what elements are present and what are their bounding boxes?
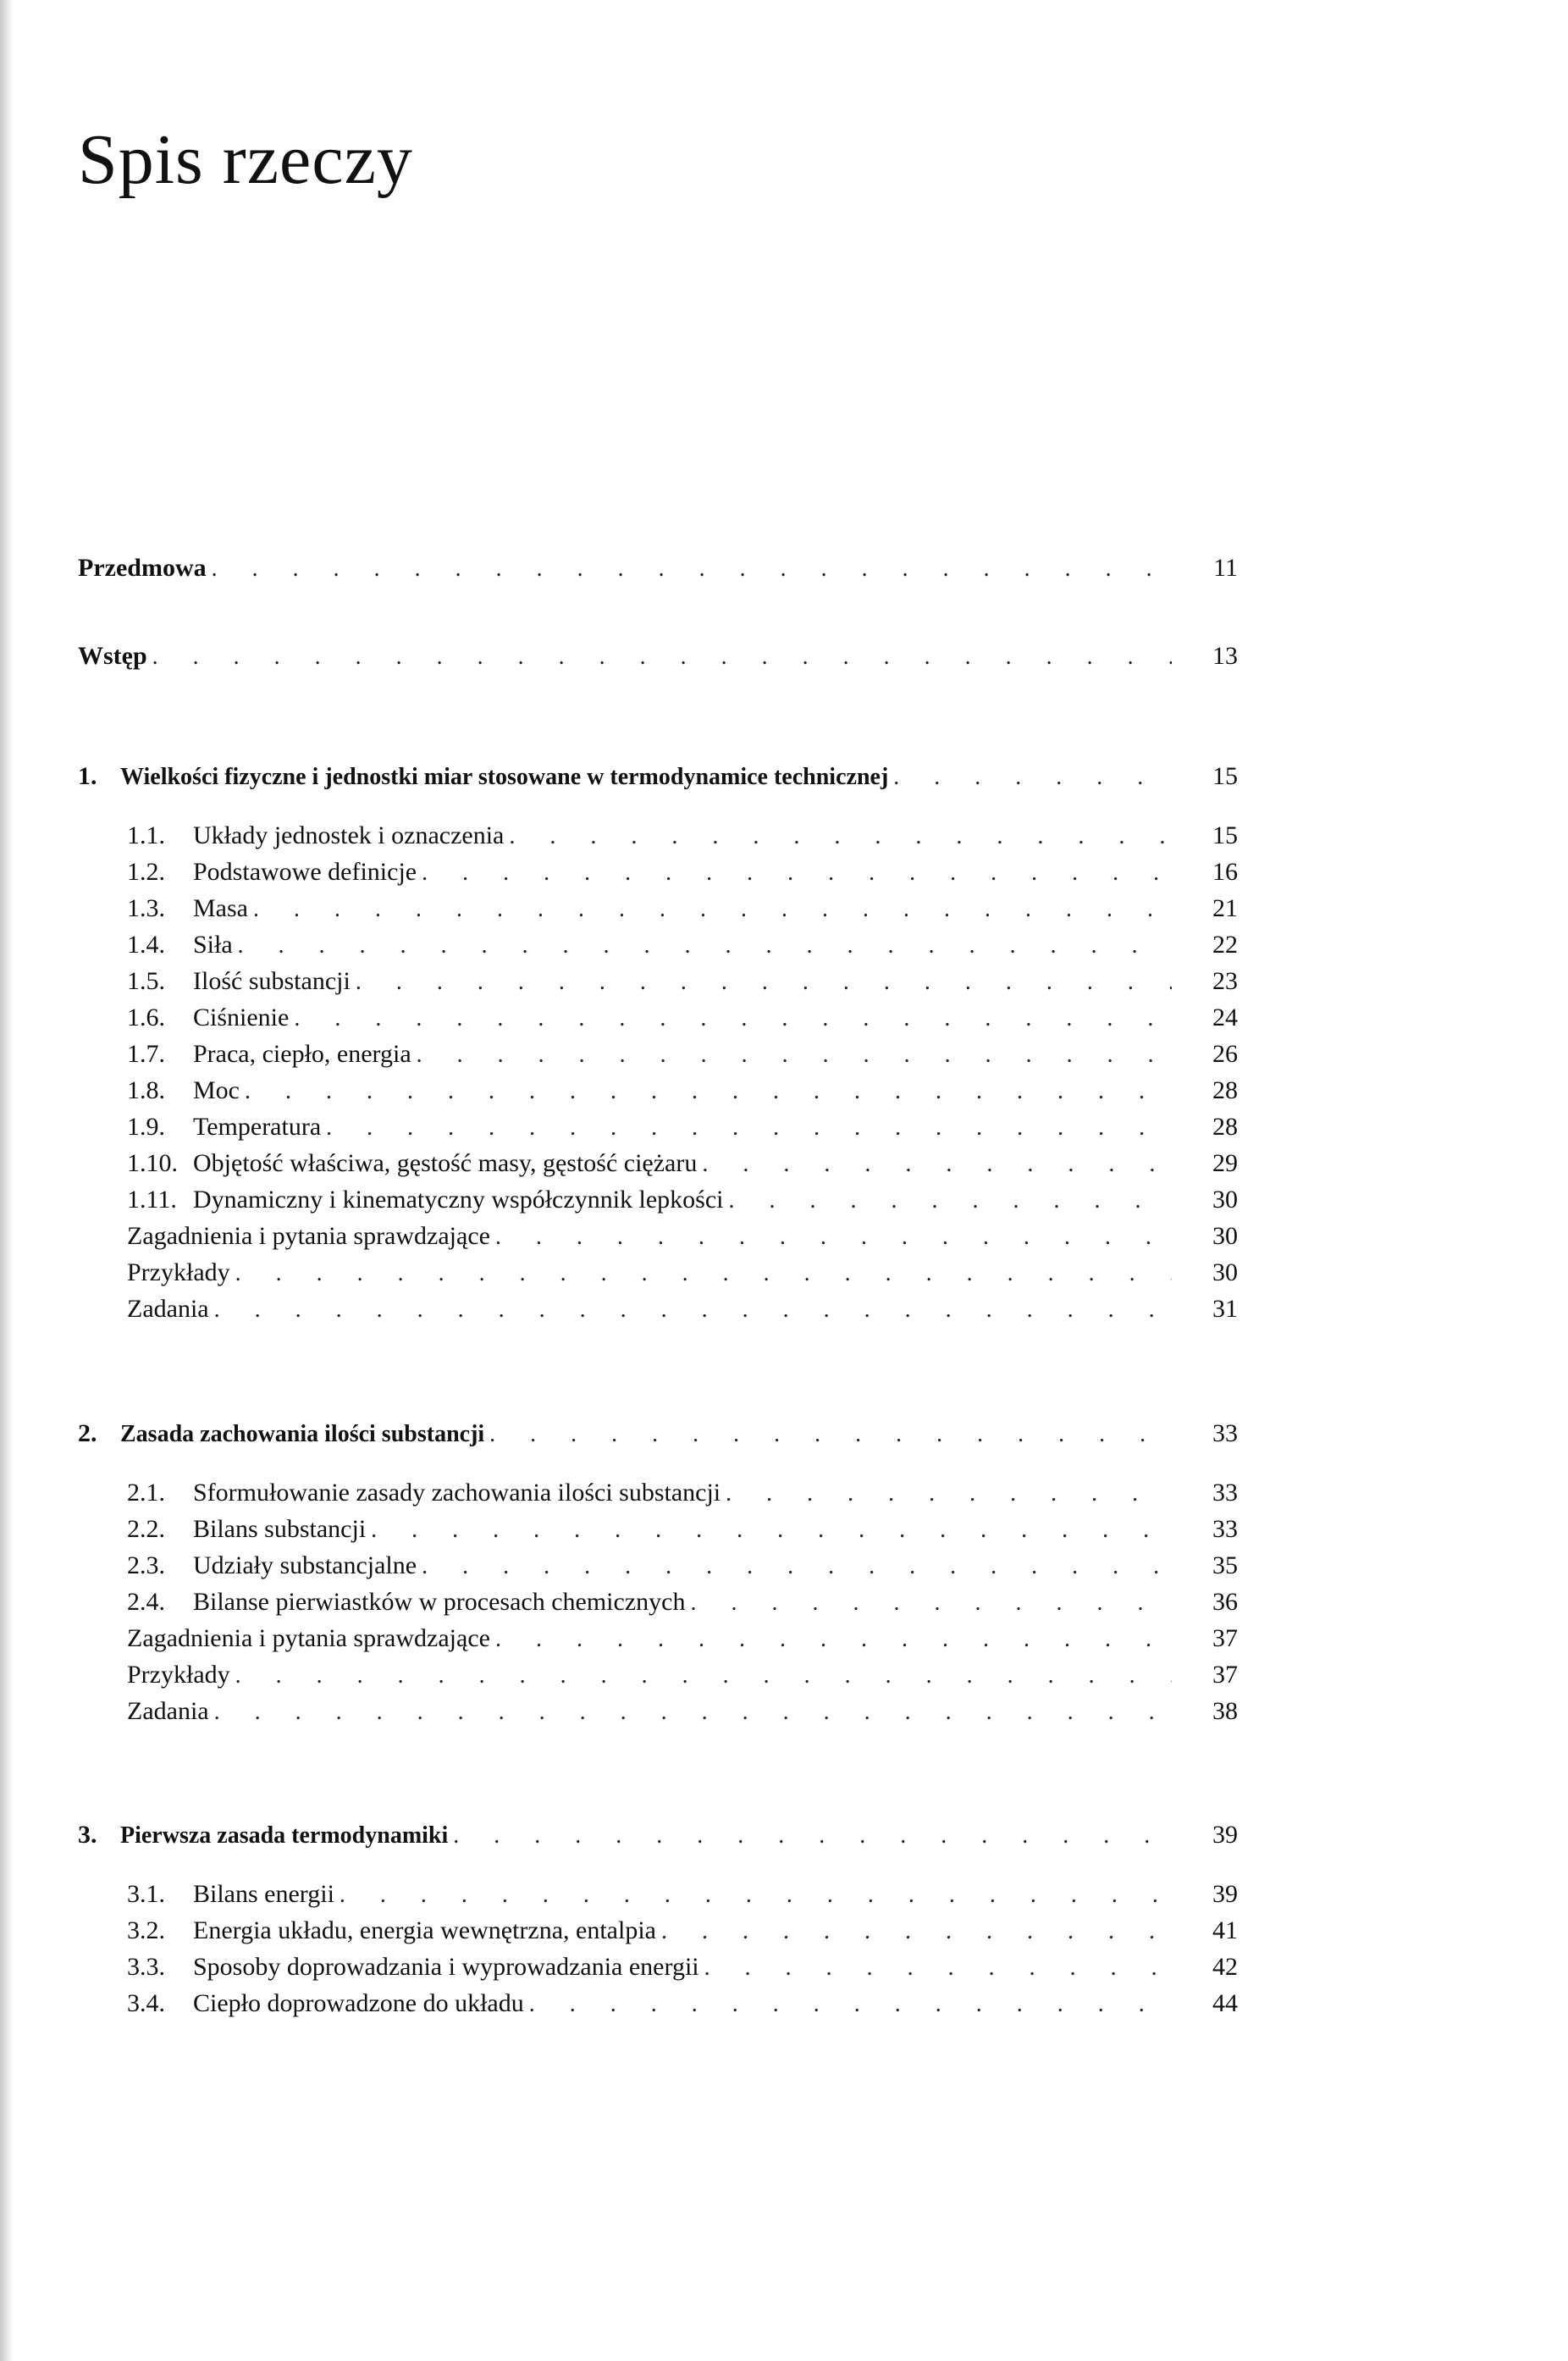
- toc-entry-label: Ciepło doprowadzone do układu: [193, 1989, 524, 2017]
- toc-entry-label: Wielkości fizyczne i jednostki miar stosowane w termodynamice technicznej: [120, 764, 889, 790]
- leader-dots: [893, 764, 1172, 791]
- toc-entry-label: Układy jednostek i oznaczenia: [193, 821, 505, 849]
- leader-dots: [214, 1297, 1172, 1324]
- toc-entry-page: 33: [1212, 1419, 1238, 1447]
- leader-dots: [253, 896, 1172, 923]
- scan-edge-shadow: [0, 0, 14, 2361]
- toc-entry-page: 11: [1213, 554, 1238, 582]
- toc-entry-number: 1.1.: [127, 821, 165, 849]
- toc-entry-label: Dynamiczny i kinematyczny współczynnik lepkości: [193, 1186, 724, 1214]
- toc-entry-label: Masa: [193, 894, 248, 922]
- leader-dots: [152, 644, 1172, 671]
- toc-entry-page: 24: [1212, 1004, 1238, 1031]
- toc-entry-page: 38: [1212, 1697, 1238, 1725]
- toc-entry-label: Energia układu, energia wewnętrzna, entalpia: [193, 1916, 656, 1944]
- toc-entry-number: 1.8.: [127, 1076, 165, 1104]
- leader-dots: [729, 1187, 1173, 1214]
- toc-entry-page: 21: [1212, 894, 1238, 922]
- toc-entry[interactable]: [127, 1551, 1238, 1585]
- toc-chapter-heading[interactable]: [78, 762, 1238, 796]
- toc-entry-label: Zadania: [127, 1697, 209, 1725]
- toc-entry-page: 29: [1212, 1149, 1238, 1177]
- toc-entry-page: 41: [1212, 1916, 1238, 1944]
- toc-entry[interactable]: [127, 1515, 1238, 1549]
- toc-entry-page: 36: [1212, 1588, 1238, 1616]
- toc-entry-label: Bilans energii: [193, 1880, 334, 1908]
- leader-dots: [726, 1480, 1172, 1507]
- toc-entry[interactable]: [127, 1953, 1238, 1987]
- toc-entry[interactable]: [127, 1113, 1238, 1147]
- toc-entry-page: 15: [1212, 821, 1238, 849]
- leader-dots: [495, 1224, 1172, 1251]
- leader-dots: [702, 1151, 1172, 1178]
- toc-entry[interactable]: [127, 1076, 1238, 1110]
- toc-entry-page: 42: [1212, 1953, 1238, 1981]
- toc-entry-label: Siła: [193, 931, 233, 959]
- toc-chapter-number: 1.: [78, 762, 97, 790]
- leader-dots: [453, 1822, 1172, 1850]
- toc-entry-label: Bilans substancji: [193, 1515, 367, 1543]
- toc-entry[interactable]: [127, 1479, 1238, 1512]
- toc-entry[interactable]: [127, 1588, 1238, 1622]
- toc-entry[interactable]: [127, 1880, 1238, 1914]
- toc-entry-number: 3.4.: [127, 1989, 165, 2017]
- toc-entry-number: 1.11.: [127, 1186, 177, 1214]
- toc-entry[interactable]: [127, 1989, 1238, 2023]
- leader-dots: [661, 1918, 1172, 1945]
- toc-entry-label: Pierwsza zasada termodynamiki: [120, 1822, 449, 1849]
- leader-dots: [326, 1114, 1172, 1142]
- toc-entry[interactable]: [127, 1222, 1238, 1256]
- leader-dots: [417, 1042, 1172, 1069]
- toc-entry-page: 44: [1212, 1989, 1238, 2017]
- leader-dots: [214, 1699, 1172, 1726]
- toc-entry-page: 35: [1212, 1551, 1238, 1579]
- toc-entry-label: Zagadnienia i pytania sprawdzające: [127, 1624, 490, 1652]
- toc-entry[interactable]: [127, 1149, 1238, 1183]
- toc-entry-page: 31: [1212, 1295, 1238, 1323]
- leader-dots: [529, 1991, 1172, 2018]
- leader-dots: [495, 1626, 1172, 1653]
- toc-entry-label: Ilość substancji: [193, 967, 351, 995]
- toc-entry[interactable]: [127, 1258, 1238, 1292]
- toc-entry-number: 2.2.: [127, 1515, 165, 1543]
- toc-entry-introduction[interactable]: [78, 642, 1238, 676]
- leader-dots: [422, 1553, 1172, 1580]
- toc-entry-label: Temperatura: [193, 1113, 322, 1141]
- toc-entry[interactable]: [127, 894, 1238, 928]
- toc-entry-page: 33: [1212, 1515, 1238, 1543]
- toc-entry-page: 30: [1212, 1186, 1238, 1214]
- toc-entry-label: Objętość właściwa, gęstość masy, gęstość ciężaru: [193, 1149, 698, 1177]
- toc-entry[interactable]: [127, 1004, 1238, 1037]
- toc-entry-label: Zasada zachowania ilości substancji: [120, 1421, 485, 1447]
- toc-chapter-number: 3.: [78, 1821, 97, 1849]
- toc-entry-label: Wstęp: [78, 642, 147, 670]
- toc-entry-page: 28: [1212, 1113, 1238, 1141]
- toc-entry-page: 37: [1212, 1661, 1238, 1689]
- toc-entry-number: 2.3.: [127, 1551, 165, 1579]
- leader-dots: [235, 1662, 1172, 1689]
- toc-entry[interactable]: [127, 858, 1238, 892]
- toc-entry-number: 1.6.: [127, 1004, 165, 1031]
- toc-entry-label: Praca, ciepło, energia: [193, 1040, 411, 1068]
- toc-entry-label: Zagadnienia i pytania sprawdzające: [127, 1222, 490, 1250]
- toc-entry-label: Moc: [193, 1076, 240, 1104]
- toc-entry-label: Przedmowa: [78, 554, 207, 582]
- toc-entry-label: Przykłady: [127, 1661, 230, 1689]
- leader-dots: [509, 823, 1172, 850]
- leader-dots: [294, 1005, 1172, 1032]
- leader-dots: [238, 932, 1172, 959]
- toc-entry[interactable]: [127, 1040, 1238, 1074]
- toc-entry[interactable]: [127, 1624, 1238, 1658]
- toc-chapter-heading[interactable]: [78, 1419, 1238, 1453]
- leader-dots: [340, 1882, 1172, 1909]
- toc-entry-number: 1.2.: [127, 858, 165, 886]
- toc-entry-preface[interactable]: [78, 554, 1238, 588]
- leader-dots: [422, 860, 1172, 887]
- toc-entry[interactable]: [127, 1295, 1238, 1329]
- toc-entry-number: 2.4.: [127, 1588, 165, 1616]
- toc-entry-label: Zadania: [127, 1295, 209, 1323]
- toc-entry[interactable]: [127, 931, 1238, 965]
- toc-entry-page: 33: [1212, 1479, 1238, 1507]
- toc-entry-page: 26: [1212, 1040, 1238, 1068]
- toc-entry[interactable]: [127, 1661, 1238, 1695]
- toc-entry-label: Sformułowanie zasady zachowania ilości substancji: [193, 1479, 721, 1507]
- leader-dots: [356, 969, 1172, 996]
- toc-entry-number: 1.9.: [127, 1113, 165, 1141]
- toc-entry-label: Przykłady: [127, 1258, 230, 1286]
- toc-entry[interactable]: [127, 967, 1238, 1001]
- toc-entry[interactable]: [127, 1916, 1238, 1950]
- toc-entry-number: 3.3.: [127, 1953, 165, 1981]
- page-title: Spis rzeczy: [78, 120, 413, 199]
- toc-entry-page: 39: [1212, 1880, 1238, 1908]
- toc-chapter-heading[interactable]: [78, 1821, 1238, 1855]
- toc-entry-page: 23: [1212, 967, 1238, 995]
- leader-dots: [690, 1590, 1172, 1617]
- leader-dots: [704, 1955, 1172, 1982]
- toc-chapter-number: 2.: [78, 1419, 97, 1447]
- leader-dots: [235, 1260, 1172, 1287]
- toc-entry-number: 1.3.: [127, 894, 165, 922]
- toc-entry-page: 22: [1212, 931, 1238, 959]
- leader-dots: [489, 1421, 1172, 1448]
- leader-dots: [245, 1078, 1172, 1105]
- toc-entry-number: 3.1.: [127, 1880, 165, 1908]
- toc-entry-page: 13: [1212, 642, 1238, 670]
- toc-entry-number: 3.2.: [127, 1916, 165, 1944]
- leader-dots: [371, 1517, 1172, 1544]
- toc-entry-label: Sposoby doprowadzania i wyprowadzania energii: [193, 1953, 699, 1981]
- toc-entry-number: 1.4.: [127, 931, 165, 959]
- toc-entry[interactable]: [127, 1697, 1238, 1731]
- toc-entry-page: 16: [1212, 858, 1238, 886]
- toc-entry-number: 2.1.: [127, 1479, 165, 1507]
- toc-entry-label: Udziały substancjalne: [193, 1551, 417, 1579]
- leader-dots: [212, 556, 1172, 583]
- toc-entry-page: 15: [1212, 762, 1238, 790]
- toc-entry-number: 1.5.: [127, 967, 165, 995]
- toc-entry-page: 39: [1212, 1821, 1238, 1849]
- toc-entry-page: 30: [1212, 1222, 1238, 1250]
- toc-entry[interactable]: [127, 1186, 1238, 1219]
- toc-entry-label: Bilanse pierwiastków w procesach chemicznych: [193, 1588, 686, 1616]
- toc-entry-number: 1.7.: [127, 1040, 165, 1068]
- toc-entry-page: 28: [1212, 1076, 1238, 1104]
- toc-entry-label: Podstawowe definicje: [193, 858, 417, 886]
- toc-entry-label: Ciśnienie: [193, 1004, 290, 1031]
- toc-entry-number: 1.10.: [127, 1149, 178, 1177]
- toc-entry-page: 30: [1212, 1258, 1238, 1286]
- toc-entry[interactable]: [127, 821, 1238, 855]
- toc-entry-page: 37: [1212, 1624, 1238, 1652]
